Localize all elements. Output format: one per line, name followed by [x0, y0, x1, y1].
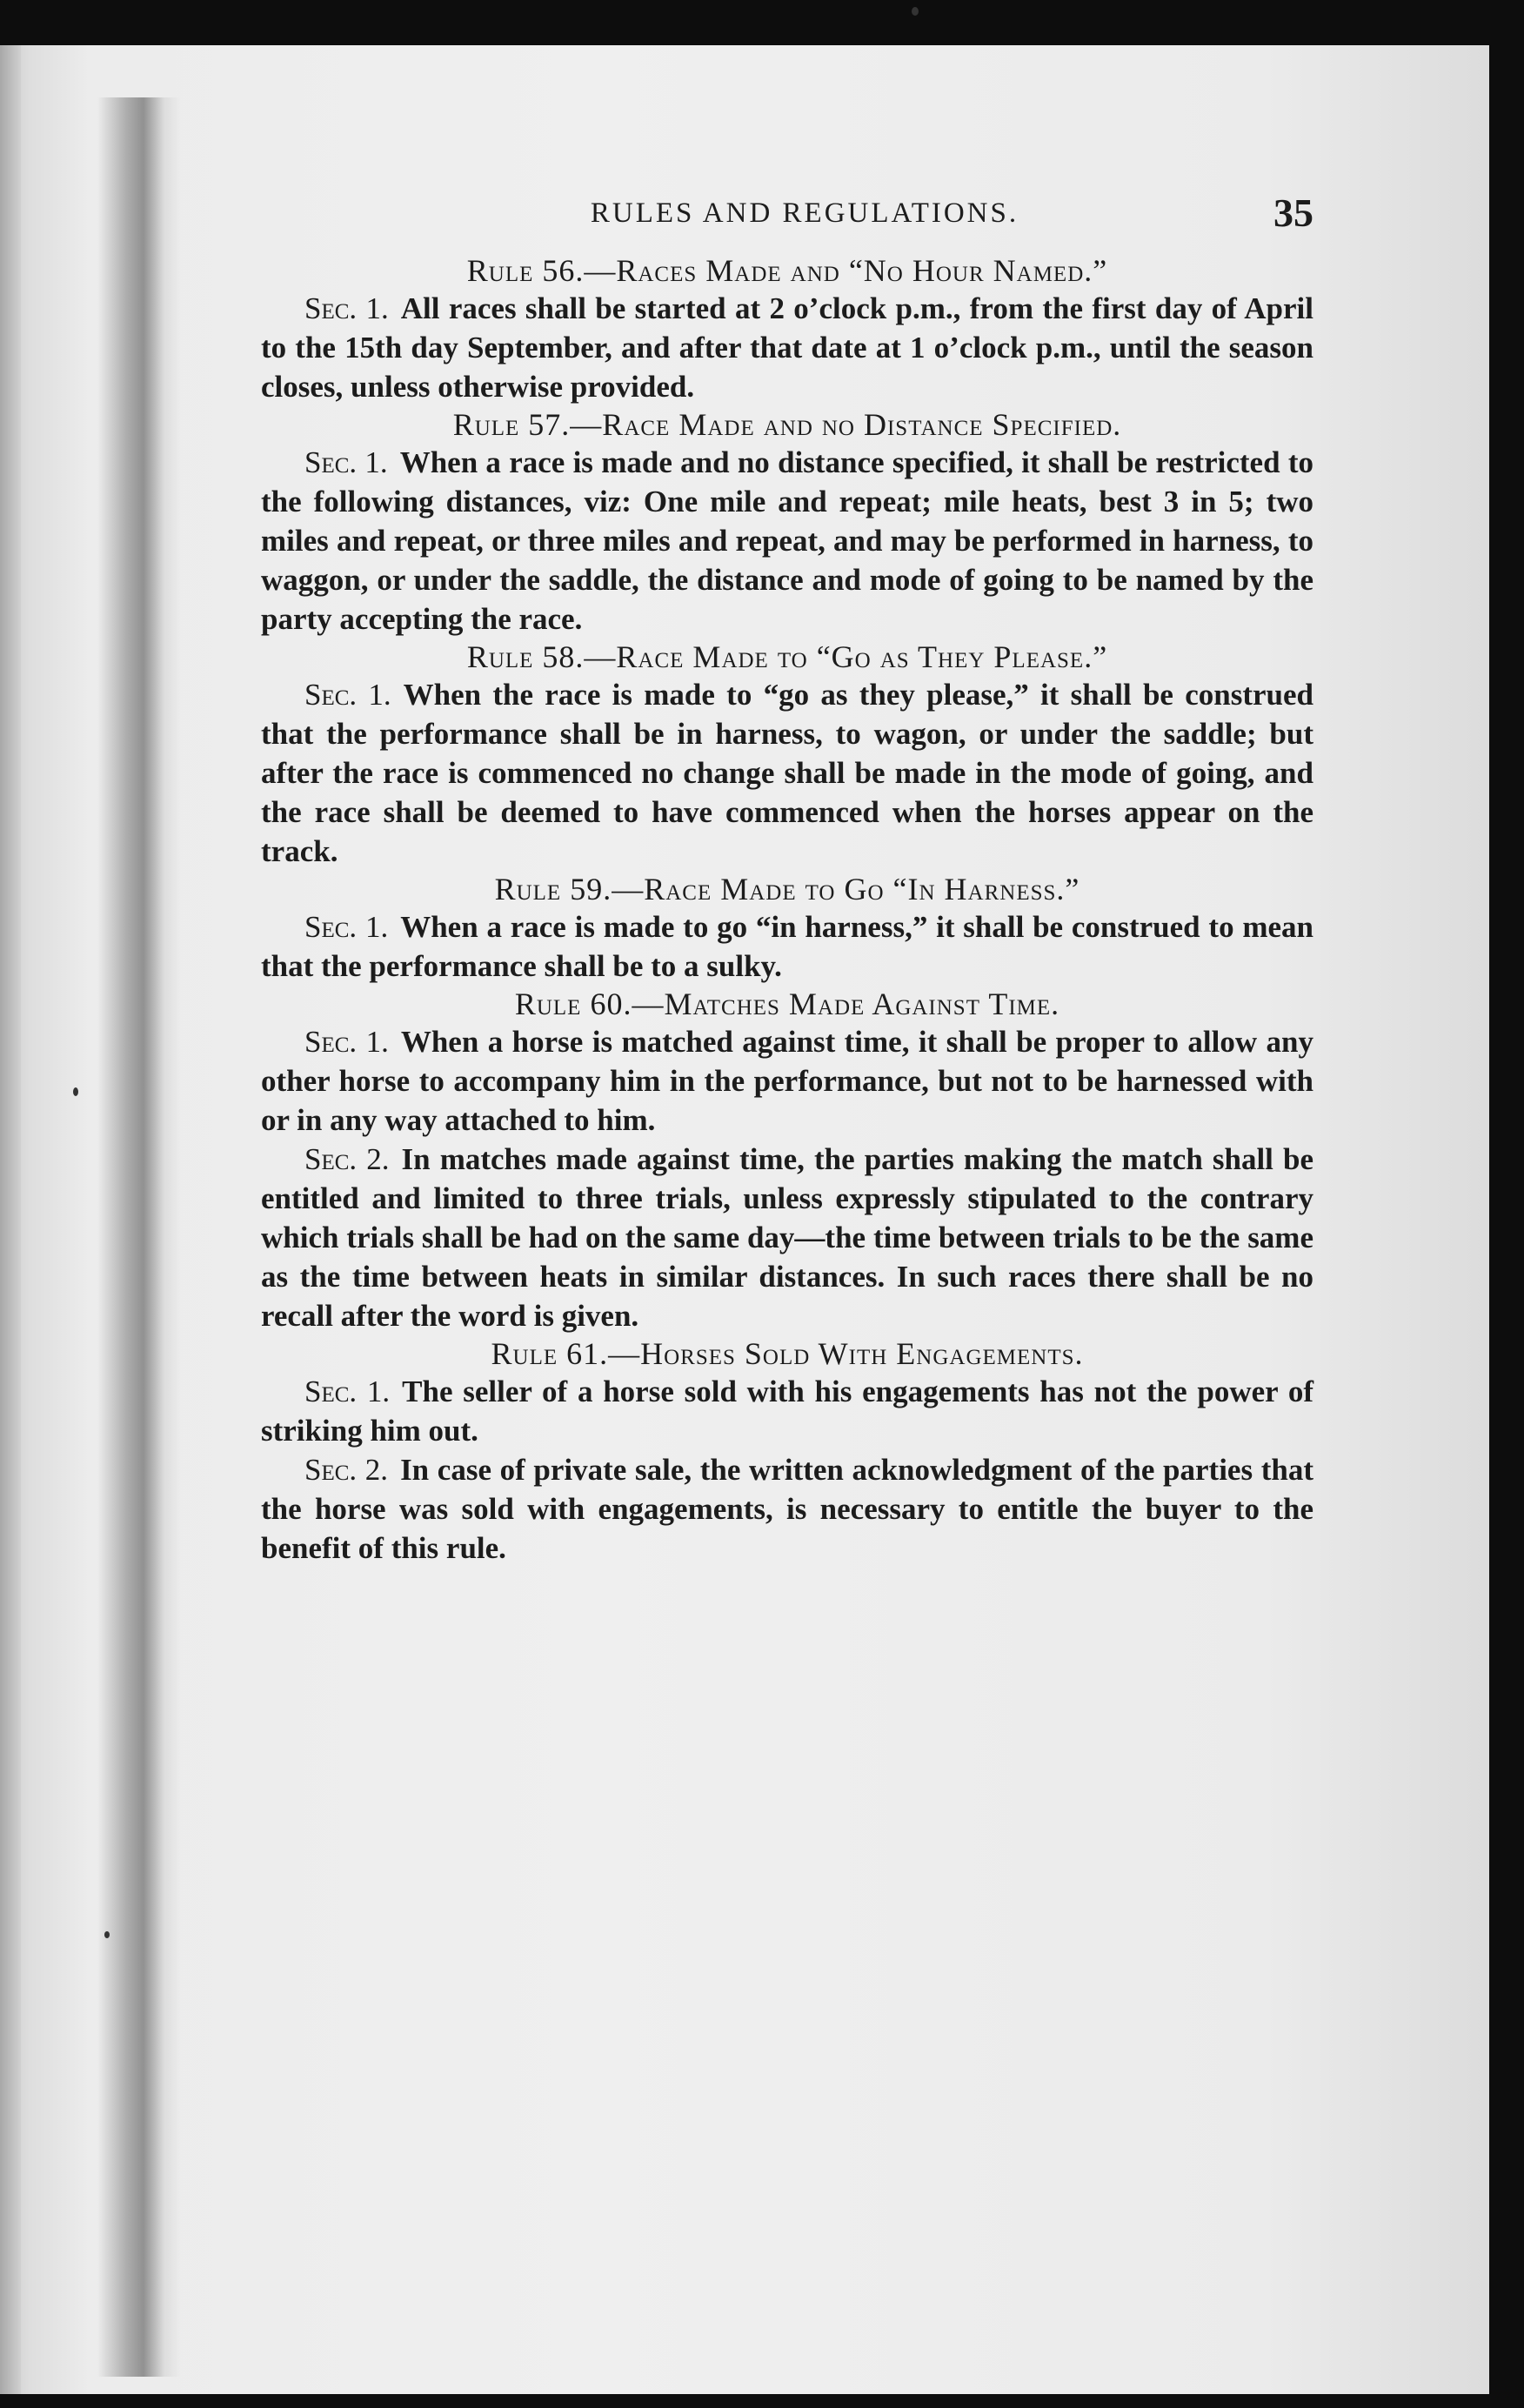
rule-heading: Rule 58.—Race Made to “Go as They Please.”: [466, 639, 1108, 674]
section-text: In case of private sale, the written acknowledgment of the parties that the horse was sold with engagements, is necessary to entitle the buyer to the benefit of this rule.: [261, 1453, 1313, 1565]
section-label: Sec. 1.: [304, 1025, 389, 1059]
section-text: When a race is made to go “in harness,” it shall be construed to mean that the performance shall be to a sulky.: [261, 910, 1314, 983]
section-text: When the race is made to “go as they please,” it shall be construed that the performance shall be in harness, to wagon, or under the saddle; but after the race is commenced no change shall be made in the mode of going, and the race shall be deemed to have commenced when the horses appear on the track.: [261, 678, 1313, 868]
rule-section: [261, 1140, 1313, 1335]
running-head: [261, 174, 1313, 252]
rule-heading: Rule 61.—Horses Sold With Engagements.: [491, 1336, 1084, 1371]
section-text: When a horse is matched against time, it shall be proper to allow any other horse to accompany him in the performance, but not to be harnessed with or in any way attached to him.: [261, 1025, 1313, 1137]
rule-section: [261, 907, 1313, 986]
rule-heading: Rule 57.—Race Made and no Distance Specified.: [452, 407, 1122, 442]
section-label: Sec. 1.: [304, 291, 389, 325]
rule-section: [261, 675, 1313, 871]
running-title: RULES AND REGULATIONS.: [590, 197, 1019, 229]
page-content: [261, 174, 1313, 1568]
rule-heading: Rule 59.—Race Made to Go “In Harness.”: [494, 872, 1080, 906]
dust-speck: [104, 1931, 110, 1938]
rule-section: [261, 1372, 1313, 1450]
rule-heading: Rule 60.—Matches Made Against Time.: [514, 987, 1060, 1021]
section-label: Sec. 1.: [304, 1375, 391, 1408]
section-label: Sec. 1.: [304, 445, 388, 479]
dust-speck: [73, 1087, 78, 1096]
rule-section: [261, 443, 1313, 639]
page-number: 35: [1273, 191, 1313, 235]
dust-speck: [912, 7, 919, 16]
page-edge-shadow: [0, 45, 21, 2394]
section-label: Sec. 2.: [304, 1142, 390, 1176]
section-text: The seller of a horse sold with his engagements has not the power of striking him out.: [261, 1375, 1313, 1448]
rule-section: [261, 1450, 1313, 1568]
section-text: When a race is made and no distance specified, it shall be restricted to the following distances, viz: One mile and repeat; mile heats, best 3 in 5; two miles and repeat, or three miles and repeat, and may be performed in harness, to waggon, or under the saddle, the distance and mode of going to be named by the party accepting the race.: [261, 445, 1313, 636]
section-text: In matches made against time, the parties making the match shall be entitled and limited to three trials, unless expressly stipulated to the contrary which trials shall be had on the same day—the time between trials to be the same as the time between heats in similar distances. In such races there shall be no recall after the word is given.: [261, 1142, 1313, 1333]
section-text: All races shall be started at 2 o’clock p.m., from the first day of April to the 15th day September, and after that date at 1 o’clock p.m., until the season closes, unless otherwise provided.: [261, 291, 1313, 404]
rule-heading: Rule 56.—Races Made and “No Hour Named.”: [466, 253, 1108, 288]
section-label: Sec. 1.: [304, 910, 389, 944]
rule-section: [261, 289, 1313, 406]
section-label: Sec. 2.: [304, 1453, 389, 1487]
rule-section: [261, 1022, 1313, 1140]
section-label: Sec. 1.: [304, 678, 391, 712]
binding-gutter-shadow: [97, 97, 181, 2377]
